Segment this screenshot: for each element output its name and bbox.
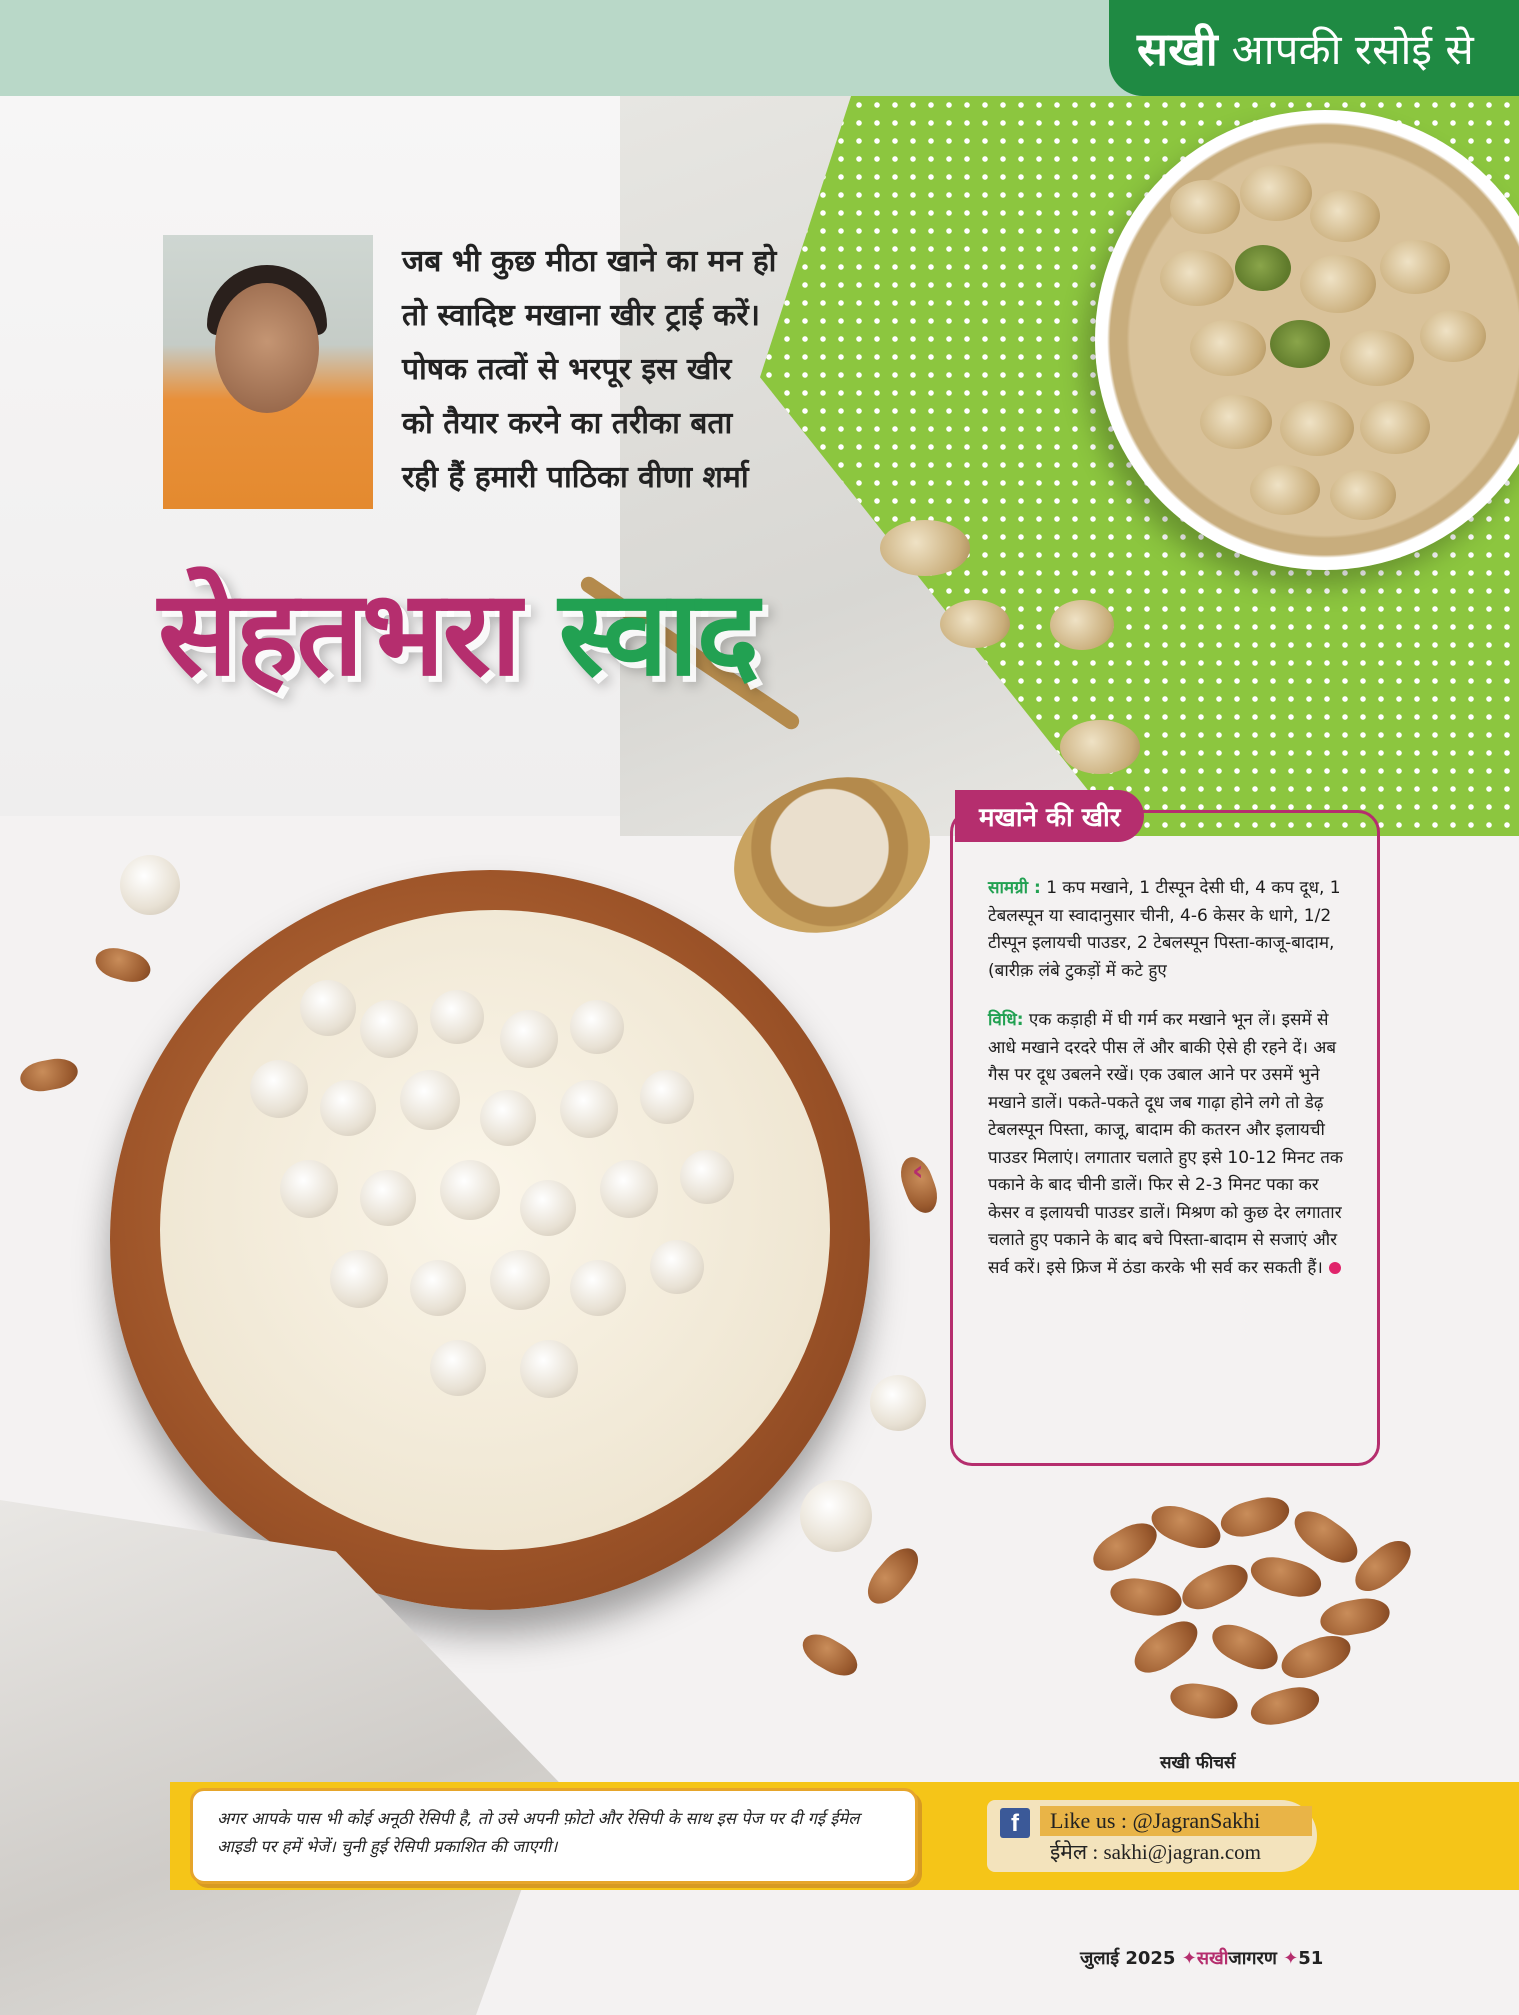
folio-brand: सखी — [1196, 1948, 1229, 1969]
star-separator-icon: ✦ — [1181, 1948, 1197, 1969]
almond-pile-image — [1070, 1490, 1430, 1740]
intro-line: को तैयार करने का तरीका बता — [402, 406, 733, 441]
method-label: विधि: — [988, 1010, 1024, 1030]
method-paragraph — [988, 1007, 1350, 1282]
recipe-text — [988, 875, 1350, 1304]
recipe-name: मखाने की खीर — [955, 790, 1144, 842]
facebook-handle[interactable]: Like us : @JagranSakhi — [1040, 1806, 1312, 1836]
intro-text — [402, 235, 902, 505]
section-tab — [1109, 0, 1519, 96]
ingredients-text: 1 कप मखाने, 1 टीस्पून देसी घी, 4 कप दूध, 1 टेबलस्पून या स्वादानुसार चीनी, 4-6 केसर के धागे, 1/2 टीस्पून इलायची पाउडर, 2 टेबलस्पून पिस्ता-काजू-बादाम, (बारीक़ लंबे टुकड़ों में कटे हुए — [988, 878, 1341, 981]
kheer-image — [160, 910, 830, 1550]
email-address[interactable]: ईमेल : sakhi@jagran.com — [1050, 1840, 1261, 1864]
arrow-left-icon: ‹ — [912, 1154, 924, 1187]
page-folio — [1080, 1946, 1323, 1970]
title-part-2: स्वाद — [558, 564, 758, 702]
intro-line: रही हैं हमारी पाठिका वीणा शर्मा — [402, 460, 749, 495]
ingredients-label: सामग्री : — [988, 878, 1041, 898]
ingredients-paragraph — [988, 875, 1350, 985]
photo-credit: सखी फीचर्स — [1160, 1753, 1236, 1773]
section-title: आपकी रसोई से — [1231, 24, 1474, 74]
intro-line: तो स्वादिष्ट मखाना खीर ट्राई करें। — [402, 298, 760, 333]
end-mark-icon — [1329, 1262, 1341, 1274]
author-photo — [163, 235, 373, 509]
title-part-1: सेहतभरा — [158, 564, 520, 702]
page-title — [158, 548, 757, 709]
star-separator-icon: ✦ — [1283, 1948, 1299, 1969]
page-number: 51 — [1298, 1948, 1324, 1969]
method-text: एक कड़ाही में घी गर्म कर मखाने भून लें। इसमें से आधे मखाने दरदरे पीस लें और बाकी ऐसे ही रहने दें। अब गैस पर दूध उबलने रखें। एक उबाल आने पर उसमें भुने मखाने डालें। पकते-पकते दूध जब गाढ़ा होने लगे तो डेढ़ टेबलस्पून पिस्ता, काजू, बादाम की कतरन और इलायची पाउडर मिलाएं। लगातार चलाते हुए इसे 10-12 मिनट तक पकाने के बाद चीनी डालें। फिर से 2-3 मिनट पका कर केसर व इलायची पाउडर डालें। मिश्रण को कुछ देर लगातार चलाते हुए पकाने के बाद बचे पिस्ता-बादाम से सजाएं और सर्व करें। इसे फ्रिज में ठंडा करके भी सर्व कर सकती हैं। — [988, 1010, 1343, 1278]
intro-line: जब भी कुछ मीठा खाने का मन हो — [402, 244, 777, 279]
section-brand: सखी — [1137, 22, 1218, 76]
facebook-icon[interactable]: f — [1000, 1808, 1030, 1838]
folio-magazine: जागरण — [1228, 1948, 1277, 1969]
submission-note: अगर आपके पास भी कोई अनूठी रेसिपी है, तो उसे अपनी फ़ोटो और रेसिपी के साथ इस पेज पर दी गई ईमेल आइडी पर हमें भेजें। चुनी हुई रेसिपी प्रकाशित की जाएगी। — [190, 1788, 918, 1884]
folio-date: जुलाई 2025 — [1080, 1948, 1176, 1969]
intro-line: पोषक तत्वों से भरपूर इस खीर — [402, 352, 732, 387]
